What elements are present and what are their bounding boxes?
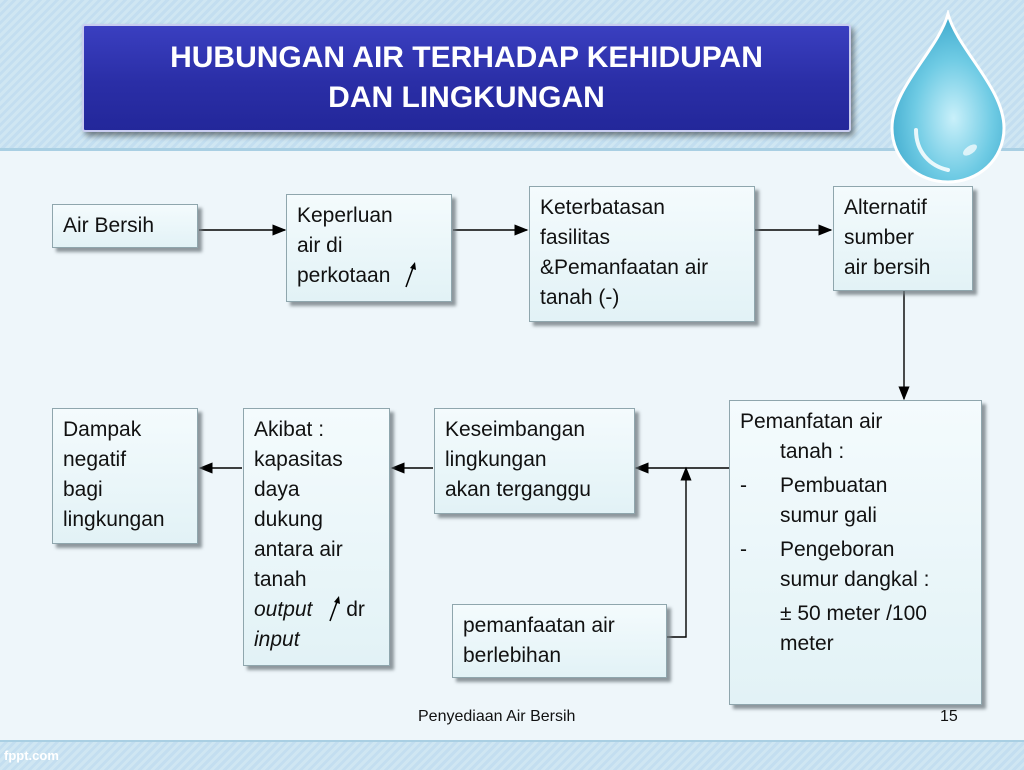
node-label: tanah (-) — [540, 286, 620, 309]
node-label: akan terganggu — [445, 478, 591, 501]
node-label: daya — [254, 478, 300, 501]
node-label: tanah — [254, 568, 307, 591]
node-label: Keseimbangan — [445, 418, 586, 441]
node-label: Alternatif — [844, 196, 927, 219]
node-label: fasilitas — [540, 226, 611, 249]
node-label: &Pemanfaatan air — [540, 256, 709, 279]
node-label: perkotaan — [297, 264, 391, 287]
node-keseimbangan — [434, 408, 635, 514]
node-label: lingkungan — [63, 508, 165, 531]
list-item — [740, 535, 971, 659]
node-keterbatasan — [529, 186, 755, 322]
node-label: pemanfaatan air — [463, 614, 615, 637]
title-line-2: DAN LINGKUNGAN — [328, 81, 605, 114]
node-pemanfatan-air-tanah — [729, 400, 982, 705]
arrow-berlebihan-keseimbangan — [667, 468, 686, 637]
node-label — [297, 261, 441, 291]
footer-band — [0, 740, 1024, 770]
footer-title: Penyediaan Air Bersih — [418, 708, 576, 725]
bullet-dash: - — [740, 474, 747, 497]
node-heading: Pemanfatan air — [740, 410, 883, 433]
node-label-italic: output — [254, 598, 313, 621]
list-item-text: sumur dangkal : — [780, 568, 930, 591]
node-label: berlebihan — [463, 644, 562, 667]
node-label — [254, 625, 379, 655]
list-item-text: meter — [780, 632, 834, 655]
node-label: dr — [346, 598, 365, 621]
list-item-text: Pembuatan — [780, 474, 888, 497]
list-item — [740, 471, 971, 531]
node-label: Keperluan — [297, 204, 393, 227]
node-label: Dampak — [63, 418, 142, 441]
node-akibat — [243, 408, 390, 666]
node-air-bersih — [52, 204, 198, 248]
node-label: dukung — [254, 508, 323, 531]
node-label: negatif — [63, 448, 127, 471]
node-label: antara air — [254, 538, 343, 561]
node-dampak-negatif — [52, 408, 198, 544]
title-line-1: HUBUNGAN AIR TERHADAP KEHIDUPAN — [170, 41, 763, 74]
node-label — [254, 595, 379, 625]
up-arrow-icon — [328, 595, 342, 623]
bullet-dash: - — [740, 538, 747, 561]
list-item-text: Pengeboran — [780, 538, 895, 561]
list-item-text: sumur gali — [780, 504, 877, 527]
node-heading-cont: tanah : — [780, 440, 845, 463]
node-label-italic: input — [254, 628, 300, 651]
list-item-text: ± 50 meter /100 — [780, 602, 927, 625]
page-number: 15 — [940, 708, 958, 725]
node-label: kapasitas — [254, 448, 343, 471]
node-alternatif-sumber — [833, 186, 973, 291]
node-label: air bersih — [844, 256, 931, 279]
node-label: Akibat : — [254, 418, 325, 441]
up-arrow-icon — [404, 261, 418, 289]
node-label: bagi — [63, 478, 103, 501]
node-label: air di — [297, 234, 343, 257]
node-keperluan-air — [286, 194, 452, 302]
node-label: Keterbatasan — [540, 196, 665, 219]
brand-logo-text: fppt.com — [4, 748, 59, 763]
node-pemanfaatan-berlebihan — [452, 604, 667, 678]
node-label: lingkungan — [445, 448, 547, 471]
node-label: sumber — [844, 226, 915, 249]
node-label: Air Bersih — [63, 214, 155, 237]
